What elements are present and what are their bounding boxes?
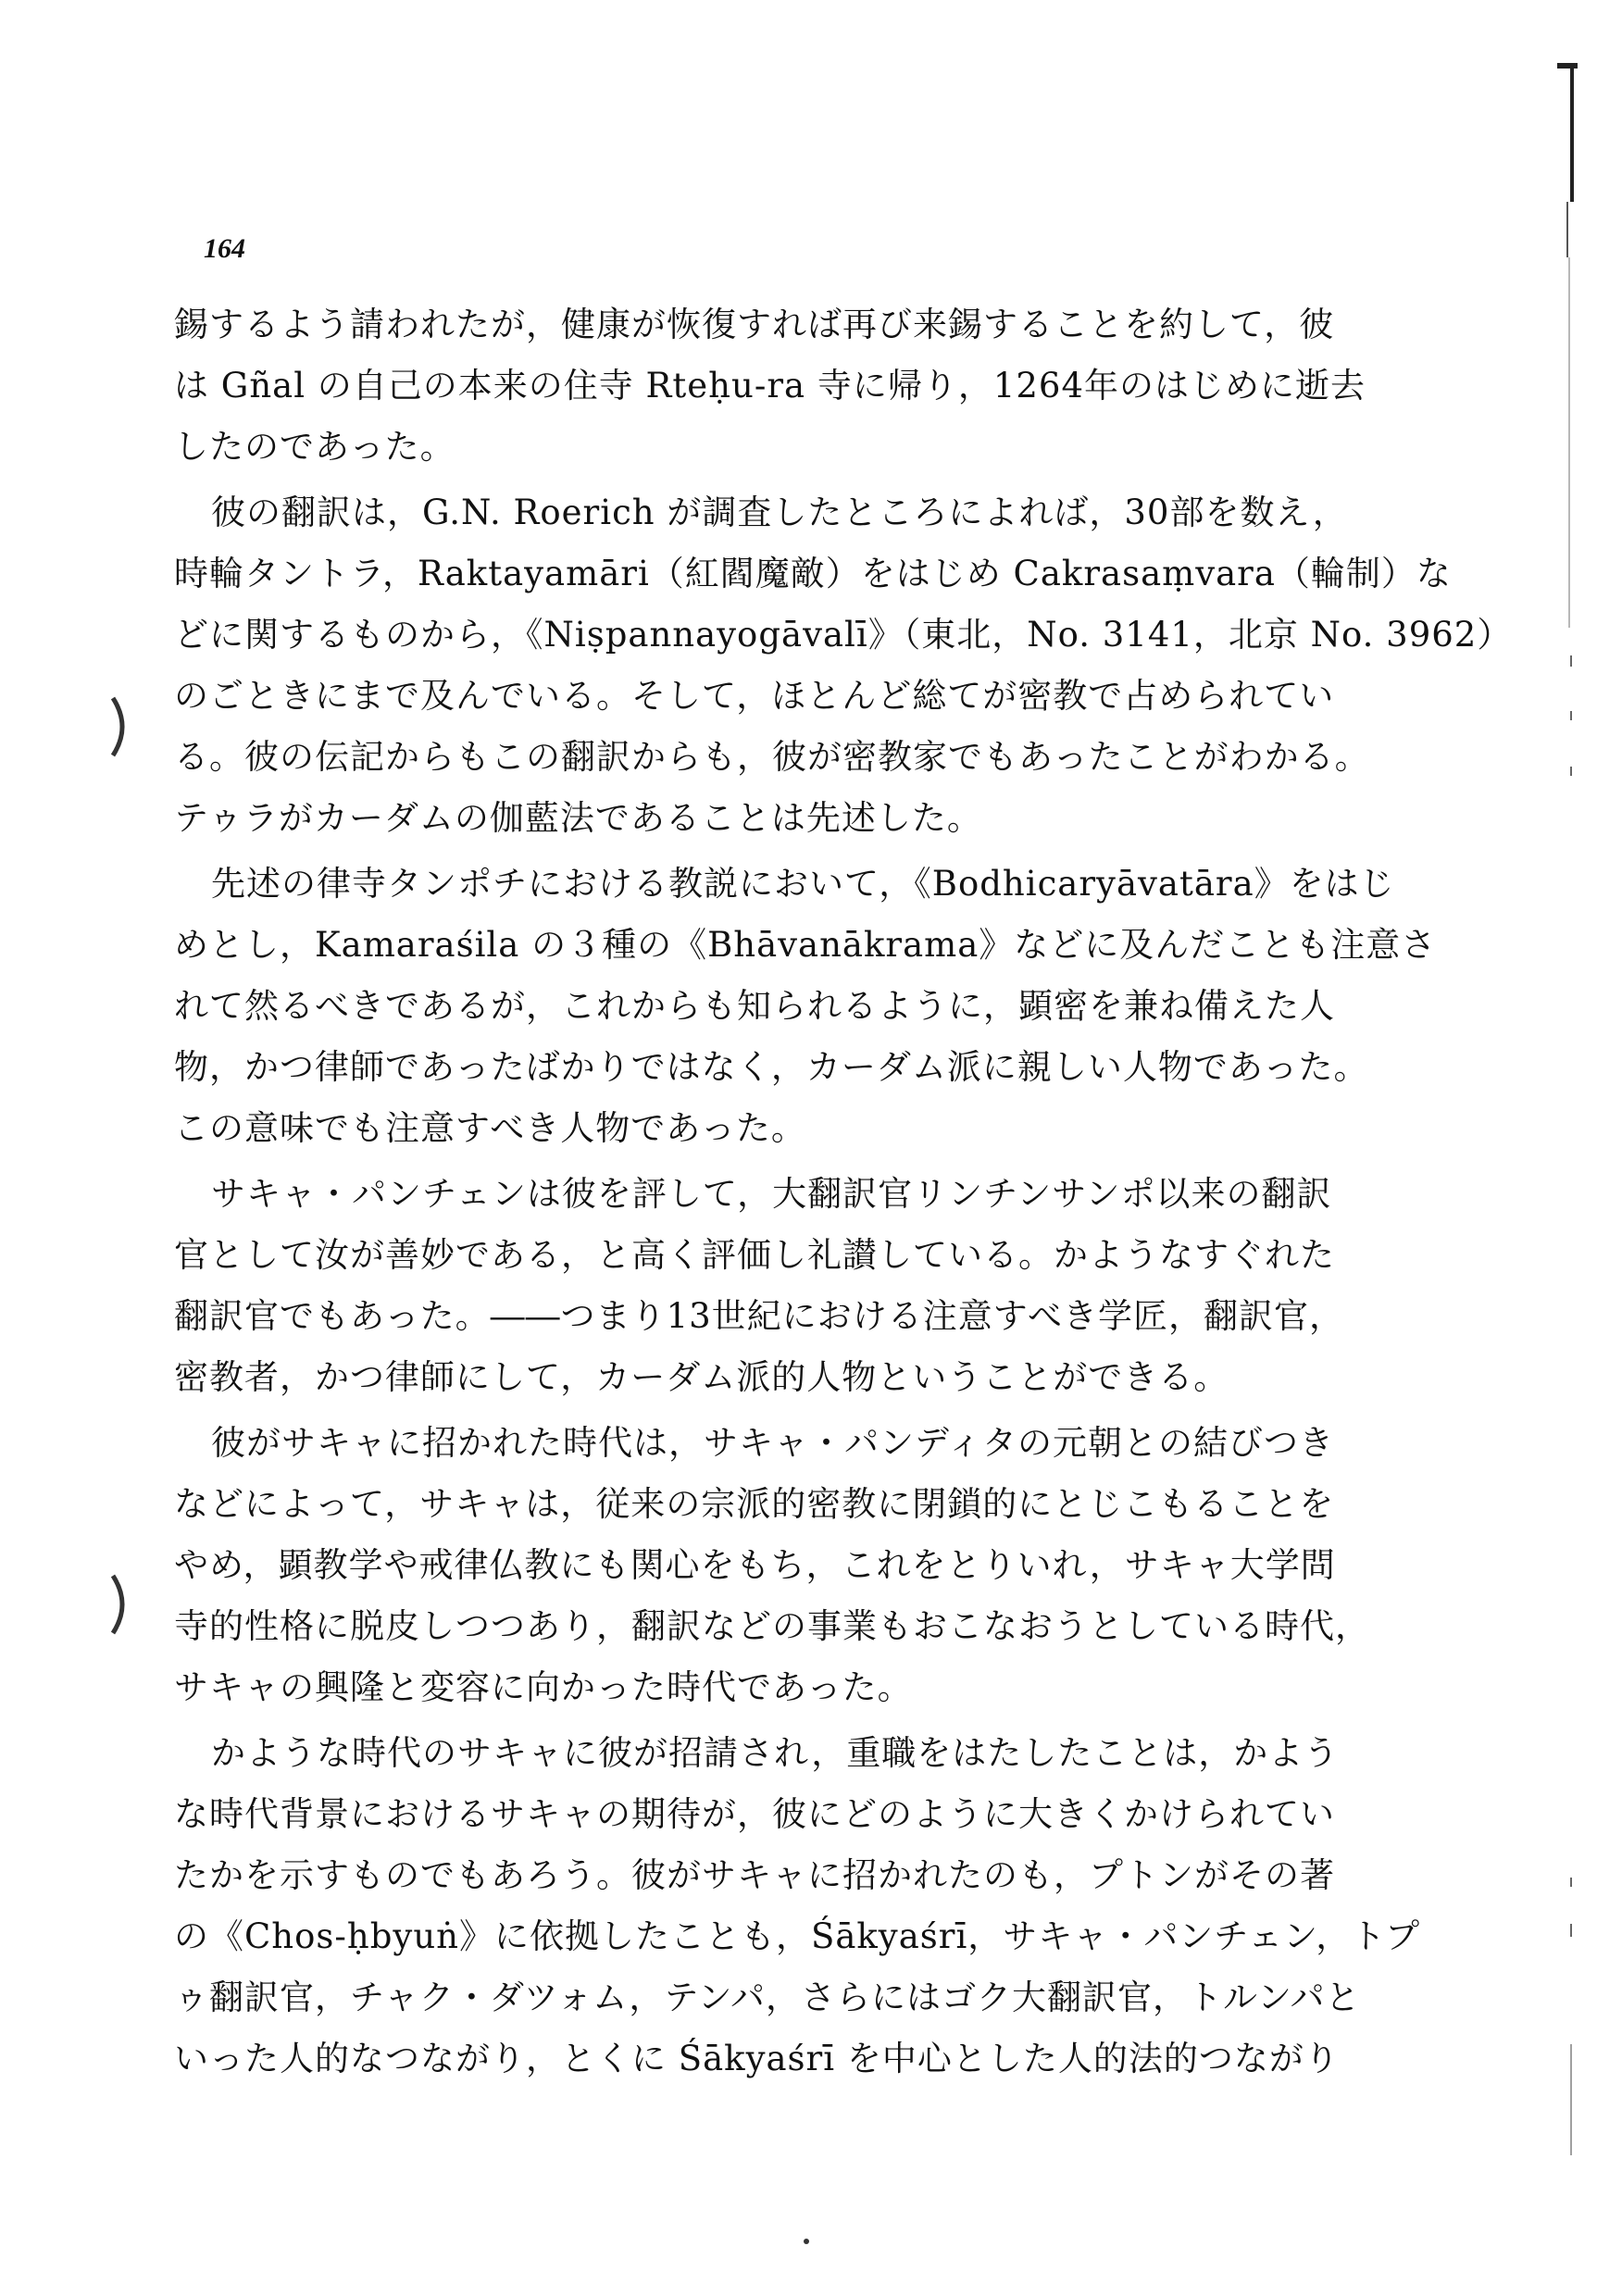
text-line: 彼がサキャに招かれた時代は，サキャ・パンディタの元朝との結びつき <box>211 1423 1335 1463</box>
text-line: 寺的性格に脱皮しつつあり，翻訳などの事業もおこなおうとしている時代， <box>174 1606 1370 1646</box>
text-line: サキャ・パンチェンは彼を評して，大翻訳官リンチンサンポ以来の翻訳 <box>211 1174 1332 1214</box>
text-line: いった人的なつながり，とくに Śākyaśrī を中心とした人的法的つながり <box>174 2039 1340 2078</box>
text-line: 先述の律寺タンポチにおける教説において，《Bodhicaryāvatāra》をはじ <box>211 864 1395 904</box>
text-line: この意味でも注意すべき人物であった。 <box>174 1108 806 1148</box>
body-text <box>174 294 1513 2090</box>
text-line: な時代背景におけるサキャの期待が，彼にどのように大きくかけられてい <box>174 1794 1335 1834</box>
text-line: 錫するよう請われたが，健康が恢復すれば再び来錫することを約して，彼 <box>174 305 1335 344</box>
text-line: などによって，サキャは，従来の宗派的密教に閉鎖的にとじこもることを <box>174 1484 1335 1524</box>
text-line: めとし，Kamaraśila の３種の《Bhāvanākrama》などに及んだことも注意さ <box>174 925 1437 965</box>
text-line: れて然るべきであるが，これからも知られるように，顕密を兼ね備えた人 <box>174 986 1335 1026</box>
scan-dot-artifact <box>804 2239 809 2244</box>
text-line: のごときにまで及んでいる。そして，ほとんど総てが密教で占められてい <box>174 676 1335 716</box>
text-line: やめ，顕教学や戒律仏教にも関心をもち，これをとりいれ，サキャ大学問 <box>174 1545 1336 1585</box>
text-line: どに関するものから，《Niṣpannayogāvalī》（東北，No. 3141，北京 No. 3962） <box>174 615 1513 655</box>
punch-hole-mark-upper <box>109 696 133 757</box>
text-line: したのであった。 <box>174 427 455 467</box>
text-line: 翻訳官でもあった。――つまり13世紀における注意すべき学匠，翻訳官， <box>174 1296 1344 1336</box>
text-line: 時輪タントラ，Raktayamāri（紅閻魔敵）をはじめ Cakrasaṃvara（輪制）な <box>174 554 1452 593</box>
page-number: 164 <box>204 233 245 264</box>
punch-hole-mark-lower <box>109 1574 133 1635</box>
text-line: かような時代のサキャに彼が招請され，重職をはたしたことは，かよう <box>211 1733 1340 1773</box>
text-line: サキャの興隆と変容に向かった時代であった。 <box>174 1667 913 1707</box>
scan-edge-artifact <box>1553 63 1581 2192</box>
text-line: る。彼の伝記からもこの翻訳からも，彼が密教家でもあったことがわかる。 <box>174 737 1370 777</box>
text-line: たかを示すものでもあろう。彼がサキャに招かれたのも，プトンがその著 <box>174 1855 1335 1895</box>
text-line: ゥ翻訳官，チャク・ダツォム，テンパ，さらにはゴク大翻訳官，トルンパと <box>174 1978 1361 2017</box>
text-line: 物，かつ律師であったばかりではなく，カーダム派に親しい人物であった。 <box>174 1047 1369 1087</box>
text-line: は Gñal の自己の本来の住寺 Rteḥu-ra 寺に帰り，1264年のはじめに逝去 <box>174 366 1366 406</box>
text-line: 彼の翻訳は，G.N. Roerich が調査したところによれば，30部を数え， <box>211 493 1348 532</box>
text-line: の《Chos-ḥbyuṅ》に依拠したことも，Śākyaśrī，サキャ・パンチェン，トプ <box>174 1916 1421 1956</box>
text-line: テゥラがカーダムの伽藍法であることは先述した。 <box>174 798 982 838</box>
text-line: 官として汝が善妙である，と高く評価し礼讃している。かようなすぐれた <box>174 1235 1335 1275</box>
text-line: 密教者，かつ律師にして，カーダム派的人物ということができる。 <box>174 1357 1229 1397</box>
